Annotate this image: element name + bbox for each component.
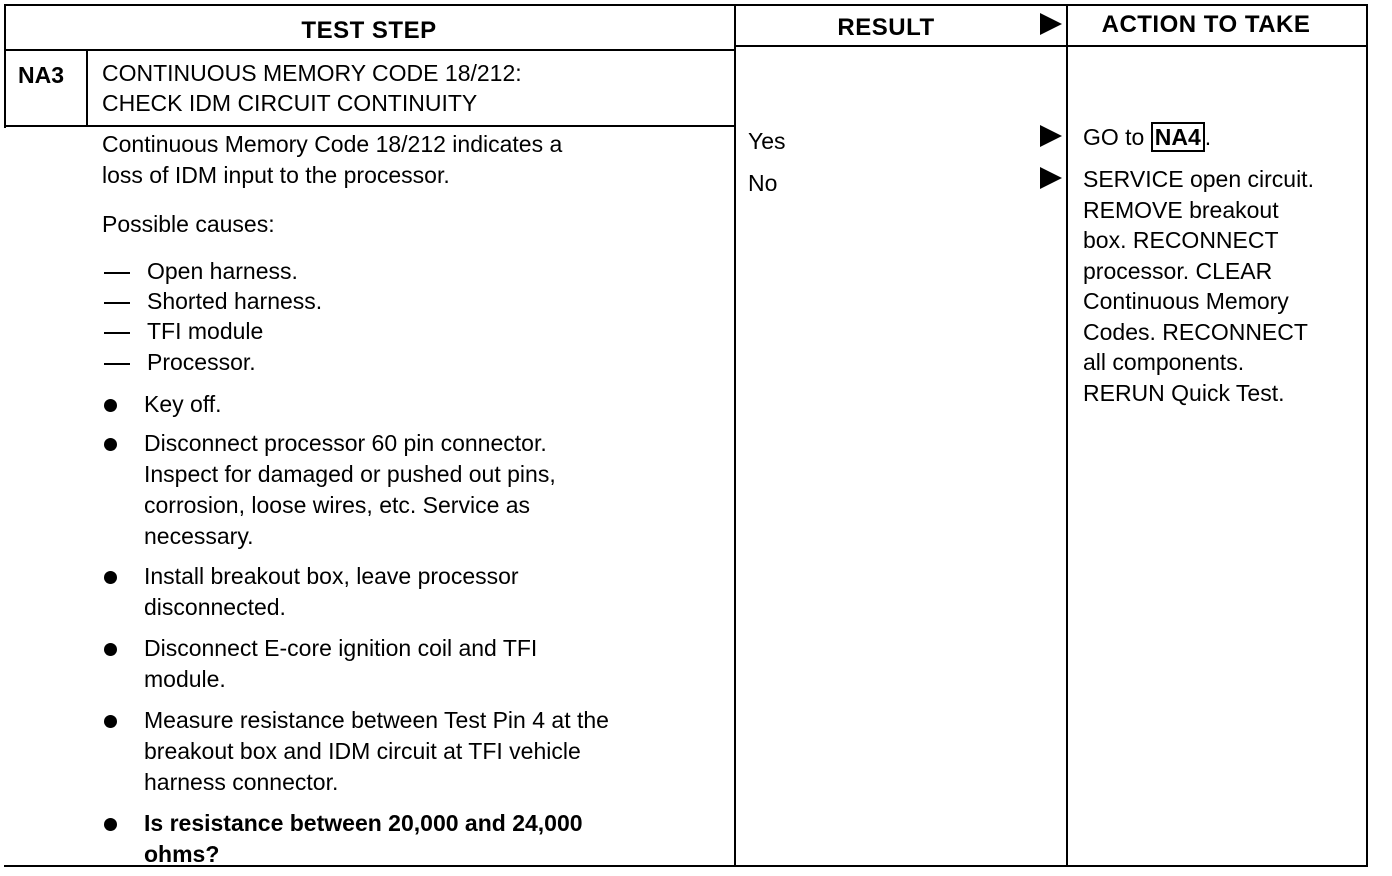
step-id: NA3 xyxy=(18,62,65,88)
cause-item: Open harness. xyxy=(147,258,298,284)
dash-icon xyxy=(104,363,130,365)
action-yes xyxy=(1083,122,1211,153)
procedure-line: Key off. xyxy=(144,391,222,417)
bullet-icon xyxy=(104,818,117,831)
description-line1: Continuous Memory Code 18/212 indicates a xyxy=(102,131,563,157)
procedure-item-4 xyxy=(144,633,537,695)
procedure-question xyxy=(144,808,583,870)
result-action-divider xyxy=(1066,4,1068,867)
bullet-icon xyxy=(104,643,117,656)
procedure-line: module. xyxy=(144,666,226,692)
description-line2: loss of IDM input to the processor. xyxy=(102,162,450,188)
dash-icon xyxy=(104,272,130,274)
top-border xyxy=(4,4,1366,6)
procedure-line: Measure resistance between Test Pin 4 at the xyxy=(144,707,609,733)
procedure-question-line: Is resistance between 20,000 and 24,000 xyxy=(144,810,583,836)
procedure-line: Inspect for damaged or pushed out pins, xyxy=(144,461,556,487)
action-no-line: all components. xyxy=(1083,349,1245,375)
action-no-line: processor. CLEAR xyxy=(1083,257,1273,284)
possible-causes-label: Possible causes: xyxy=(102,211,275,237)
action-no-line: Codes. RECONNECT xyxy=(1083,318,1308,345)
action-no-line: Continuous Memory xyxy=(1083,288,1289,314)
step-title-line1: CONTINUOUS MEMORY CODE 18/212: xyxy=(102,60,522,86)
procedure-line: breakout box and IDM circuit at TFI vehicle xyxy=(144,738,581,764)
bullet-icon xyxy=(104,438,117,451)
procedure-line: disconnected. xyxy=(144,594,286,620)
procedure-item-3 xyxy=(144,561,519,623)
arrow-right-icon xyxy=(1040,167,1062,189)
action-yes-suffix: . xyxy=(1204,124,1212,150)
cause-item: TFI module xyxy=(147,318,264,344)
dash-icon xyxy=(104,332,130,334)
step-title-bottom-rule xyxy=(4,125,736,127)
procedure-question-line: ohms? xyxy=(144,841,220,867)
arrow-right-icon xyxy=(1040,125,1062,147)
header-arrow-icon xyxy=(1040,13,1062,35)
action-no xyxy=(1083,164,1314,408)
header-test-step: TEST STEP xyxy=(301,17,437,44)
step-reference-na4[interactable]: NA4 xyxy=(1151,122,1205,152)
bullet-icon xyxy=(104,399,117,412)
step-id-divider xyxy=(86,49,88,127)
procedure-line: Disconnect E-core ignition coil and TFI xyxy=(144,635,538,661)
result-yes: Yes xyxy=(748,128,786,154)
cause-item: Processor. xyxy=(147,349,256,375)
procedure-item-5 xyxy=(144,705,609,798)
right-border xyxy=(1366,4,1368,867)
action-no-line: RERUN Quick Test. xyxy=(1083,379,1285,406)
header-action-to-take: ACTION TO TAKE xyxy=(1101,11,1311,38)
header-result: RESULT xyxy=(837,14,935,41)
bullet-icon xyxy=(104,715,117,728)
procedure-line: Disconnect processor 60 pin connector. xyxy=(144,430,547,456)
header-bottom-rule-right xyxy=(736,45,1366,47)
procedure-item-2 xyxy=(144,428,556,552)
test-step-result-divider xyxy=(734,4,736,867)
cause-item: Shorted harness. xyxy=(147,288,323,314)
step-title-line2: CHECK IDM CIRCUIT CONTINUITY xyxy=(102,90,478,116)
action-no-line: SERVICE open circuit. xyxy=(1083,166,1314,192)
action-yes-prefix: GO to xyxy=(1083,124,1145,150)
dash-icon xyxy=(104,302,130,304)
procedure-line: necessary. xyxy=(144,523,254,549)
procedure-line: harness connector. xyxy=(144,769,339,795)
procedure-line: corrosion, loose wires, etc. Service as xyxy=(144,492,531,518)
action-no-line: box. RECONNECT xyxy=(1083,227,1279,253)
result-no: No xyxy=(748,170,778,196)
bullet-icon xyxy=(104,571,117,584)
header-bottom-rule-left xyxy=(4,49,736,51)
procedure-item-1 xyxy=(144,389,222,420)
action-no-line: REMOVE breakout xyxy=(1083,196,1279,223)
procedure-line: Install breakout box, leave processor xyxy=(144,563,519,589)
